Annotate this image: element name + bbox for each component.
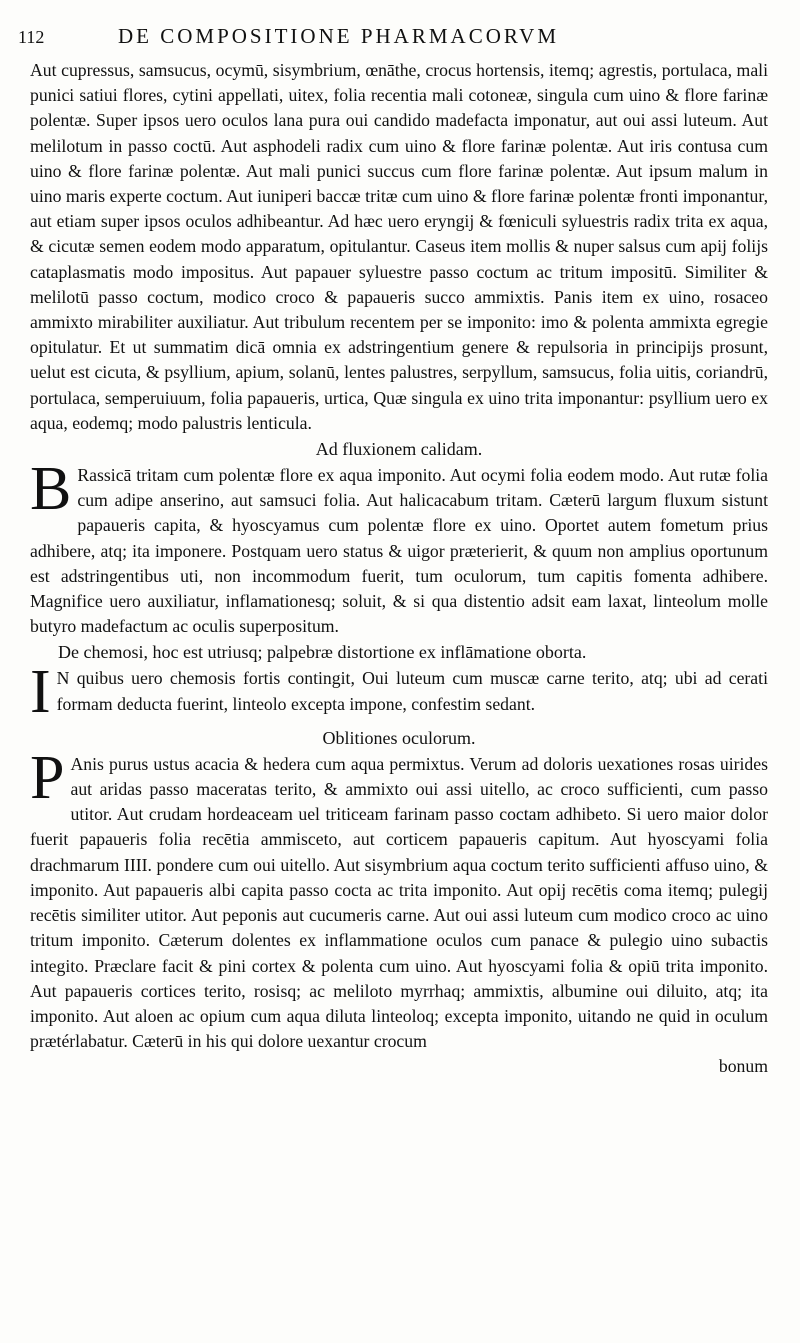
catchword: bonum (718, 1056, 768, 1077)
running-title: DE COMPOSITIONE PHARMACORVM (118, 24, 560, 48)
section-heading: De chemosi, hoc est utriusq; palpebræ distortione ex inflāmatione oborta. (58, 642, 587, 663)
section-heading: Oblitiones oculorum. (322, 727, 476, 748)
drop-capital: B (30, 455, 72, 524)
section-heading: Ad fluxionem calidam. (315, 439, 483, 460)
paragraph (30, 455, 768, 639)
paragraph-text: Anis purus ustus acacia & hedera cum aqua permixtus. Verum ad doloris uexationes rosas uirides aut aridas passo maceratas terito, & ammixto oui assi uitello, ac croco sufficienti, cum passo utitor. Aut crudam hordeaceam uel triticeam farinam passo coctam adhibeto. Si uero maior dolor fuerit papaueris folia recētia ammisceto, aut corticem papaueris capitum. Aut hyoscyami folia drachmarum IIII. pondere cum oui uitello. Aut sisymbrium aqua coctum terito sufficienti affuso uino, & imponito. Aut papaueris albi capita passo cocta ac trita imponito. Aut opij recētis coma itemq; pulegij recētis similiter utitor. Aut peponis aut cucumeris carne. Aut oui assi luteum cum modico croco ac uino tritum imponito. Cæterum dolentes ex inflammatione oculos cum panace & pulegio uino subactis integito. Præclare facit & pini cortex & polenta cum uino. Aut hyoscyami folia & opiū trita imponito. Aut papaueris cortices terito, rosisq; ac meliloto myrrhaq; ammixtis, albumine oui diluito, atq; ita imponito. Aut aloen ac opium cum aqua diluta linteoloq; excepta imponito, uitando ne quid in oculum prætérlabatur. Cæterū in his qui dolore uexantur crocum (30, 753, 768, 1052)
drop-capital: P (30, 743, 65, 812)
running-header (18, 24, 778, 56)
paragraph (30, 658, 768, 727)
page-number: 112 (18, 27, 45, 47)
paragraph: Aut cupressus, samsucus, ocymū, sisymbrium, œnāthe, crocus hortensis, itemq; agrestis, portulaca, mali punici satiui flores, cytini appellati, uitex, folia recentia mali cotoneæ, singula cum uino & flore farinæ polentæ. Super ipsos uero oculos lana pura oui candido madefacta imponatur, aut oui assi luteum. Aut melilotum in passo coctū. Aut asphodeli radix cum uino & flore farinæ polentæ. Aut iris contusa cum uino & flore farinæ polentæ. Aut mali punici succus cum flore farinæ polentæ. Aut ipsum malum in uino maris experte coctum. Aut iuniperi baccæ tritæ cum uino & flore farinæ polentæ fronti imponantur, aut etiam super ipsos oculos adhibeantur. Ad hæc uero eryngij & fœniculi syluestris radix trita ex aqua, & cicutæ semen eodem modo apparatum, opitulantur. Caseus item mollis & nuper salsus cum apij folijs cataplasmatis modo impositus. Aut papauer syluestre passo coctum ac tritum impositū. Similiter & melilotū passo coctum, modico croco & papaueris succo ammixtis. Panis item ex uino, rosaceo ammixto mirabiliter auxiliatur. Aut tribulum recentem per se imponito: imo & polenta ammixta egregie opitulatur. Et ut summatim dicā omnia ex adstringentium genere & repulsoria in principijs prosunt, uelut est cicuta, & psyllium, apium, solanū, lentes palustres, serpyllum, samsucus, folia uitis, coriandrū, portulaca, semperuiuum, folia papaueris, urtica, Quæ singula ex uino trita imponantur: psyllium uero ex aqua, eodemq; modo palustris lenticula. (30, 60, 768, 433)
drop-capital: I (30, 658, 51, 727)
text-body (30, 58, 768, 1080)
paragraph-text: N quibus uero chemosis fortis contingit, Oui luteum cum muscæ carne terito, atq; ubi ad cerati formam deducta fuerint, linteolo excepta impone, confestim sedant. (56, 668, 768, 714)
paragraph-text: Rassicā tritam cum polentæ flore ex aqua imponito. Aut ocymi folia eodem modo. Aut rutæ folia cum adipe anserino, aut samsuci folia. Aut halicacabum tritam. Cæterū largum fluxum sistunt papaueris capita, & hyoscyamus cum polentæ flore ex uino. Oportet autem fometum prius adhibere, atq; ita imponere. Postquam uero status & uigor præterierit, & quum non amplius oportunum est adstringentibus uti, non incommodum fuerit, tum oculorum, tum capitis fomenta adhibere. Magnifice uero auxiliatur, inflamationesq; soluit, & si qua distentio adsit eam laxat, linteolum molle butyro madefactum ac oculis superpositum. (30, 465, 768, 637)
paragraph (30, 743, 768, 1054)
